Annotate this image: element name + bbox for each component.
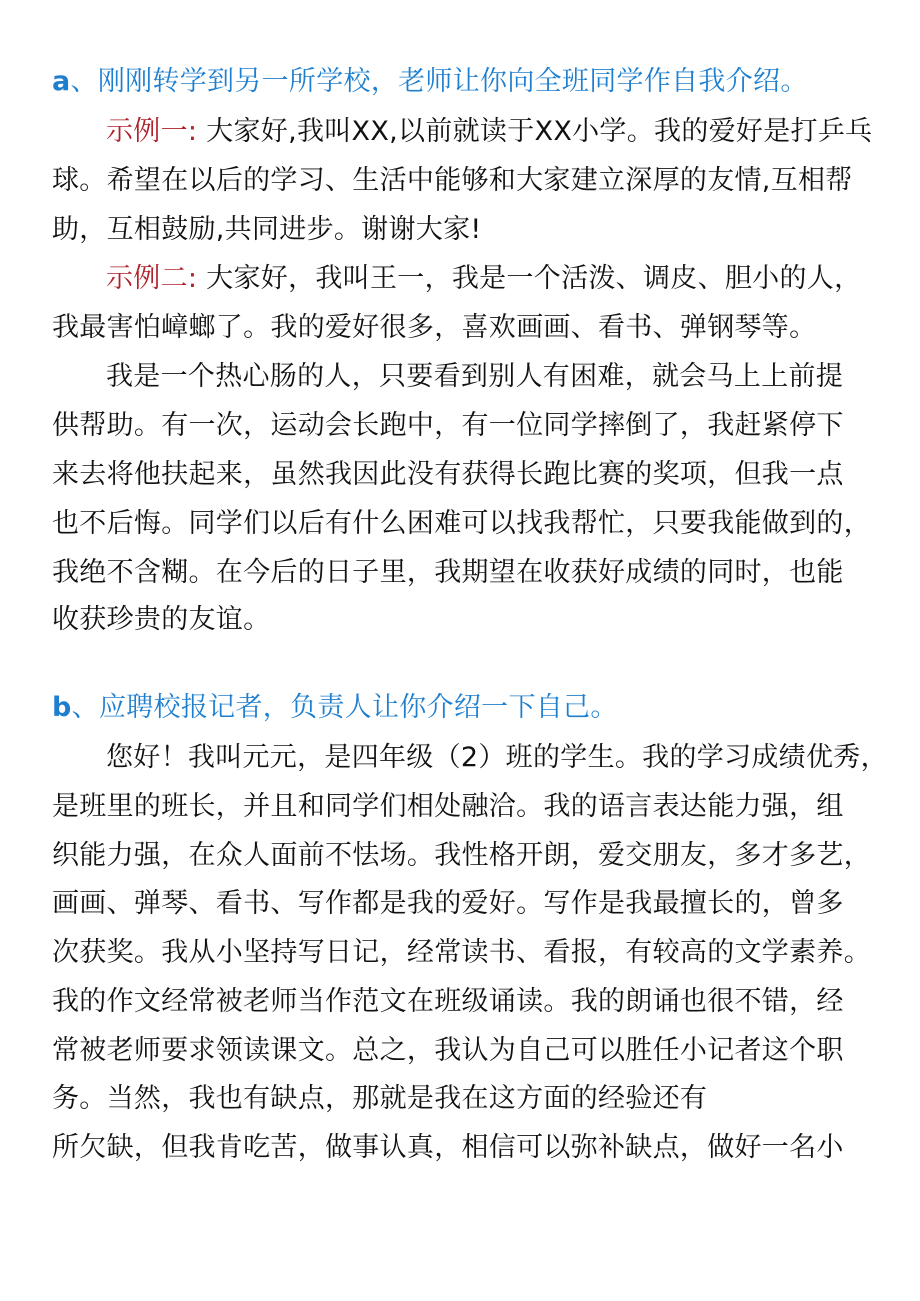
section-a-heading-text: 、刚刚转学到另一所学校，老师让你向全班同学作自我介绍。 <box>70 66 808 97</box>
section-a-heading <box>52 64 808 100</box>
example-2-line-1 <box>106 261 861 297</box>
section-b-line-6: 我的作文经常被老师当作范文在班级诵读。我的朗诵也很不错，经 <box>52 986 844 1017</box>
section-b-line-5: 次获奖。我从小坚持写日记，经常读书、看报，有较高的文学素养。 <box>52 937 871 968</box>
section-b-line-9: 所欠缺，但我肯吃苦，做事认真，相信可以弥补缺点，做好一名小 <box>52 1132 844 1163</box>
paragraph-3-line-6: 收获珍贵的友谊。 <box>52 604 271 635</box>
paragraph-3-line-1: 我是一个热心肠的人，只要看到别人有困难，就会马上上前提 <box>106 361 844 392</box>
section-a-letter: a <box>52 66 71 97</box>
paragraph-3-line-3: 来去将他扶起来，虽然我因此没有获得长跑比赛的奖项，但我一点 <box>52 459 844 490</box>
example-1-line-1 <box>106 114 872 150</box>
example-2-text: 大家好，我叫王一，我是一个活泼、调皮、胆小的人， <box>197 263 862 294</box>
section-b-heading <box>52 690 618 726</box>
example-1-line-2: 球。希望在以后的学习、生活中能够和大家建立深厚的友情,互相帮 <box>52 165 853 196</box>
section-b-line-1: 您好！我叫元元，是四年级（2）班的学生。我的学习成绩优秀， <box>106 742 888 773</box>
section-b-line-8: 务。当然，我也有缺点，那就是我在这方面的经验还有 <box>52 1083 708 1114</box>
example-1-line-3: 助，互相鼓励,共同进步。谢谢大家! <box>52 214 482 245</box>
example-2-line-2: 我最害怕嶂螂了。我的爱好很多，喜欢画画、看书、弹钢琴等。 <box>52 312 817 343</box>
section-b-line-2: 是班里的班长，并且和同学们相处融洽。我的语言表达能力强，组 <box>52 791 844 822</box>
section-b-heading-text: 、应聘校报记者，负责人让你介绍一下自己。 <box>71 692 618 723</box>
example-1-text: 大家好,我叫XX,以前就读于XX小学。我的爱好是打乒乓 <box>197 116 873 147</box>
section-b-line-7: 常被老师要求领读课文。总之，我认为自己可以胜任小记者这个职 <box>52 1035 844 1066</box>
example-2-label: 示例二: <box>106 263 198 294</box>
paragraph-3-line-4: 也不后悔。同学们以后有什么困难可以找我帮忙，只要我能做到的， <box>52 508 871 539</box>
paragraph-3-line-2: 供帮助。有一次，运动会长跑中，有一位同学摔倒了，我赶紧停下 <box>52 410 844 441</box>
section-b-letter: b <box>52 692 72 723</box>
paragraph-3-line-5: 我绝不含糊。在今后的日子里，我期望在收获好成绩的同时，也能 <box>52 557 844 588</box>
section-b-line-3: 织能力强，在众人面前不怯场。我性格开朗，爱交朋友，多才多艺， <box>52 840 871 871</box>
section-b-line-4: 画画、弹琴、看书、写作都是我的爱好。写作是我最擅长的，曾多 <box>52 888 844 919</box>
example-1-label: 示例一: <box>106 116 198 147</box>
